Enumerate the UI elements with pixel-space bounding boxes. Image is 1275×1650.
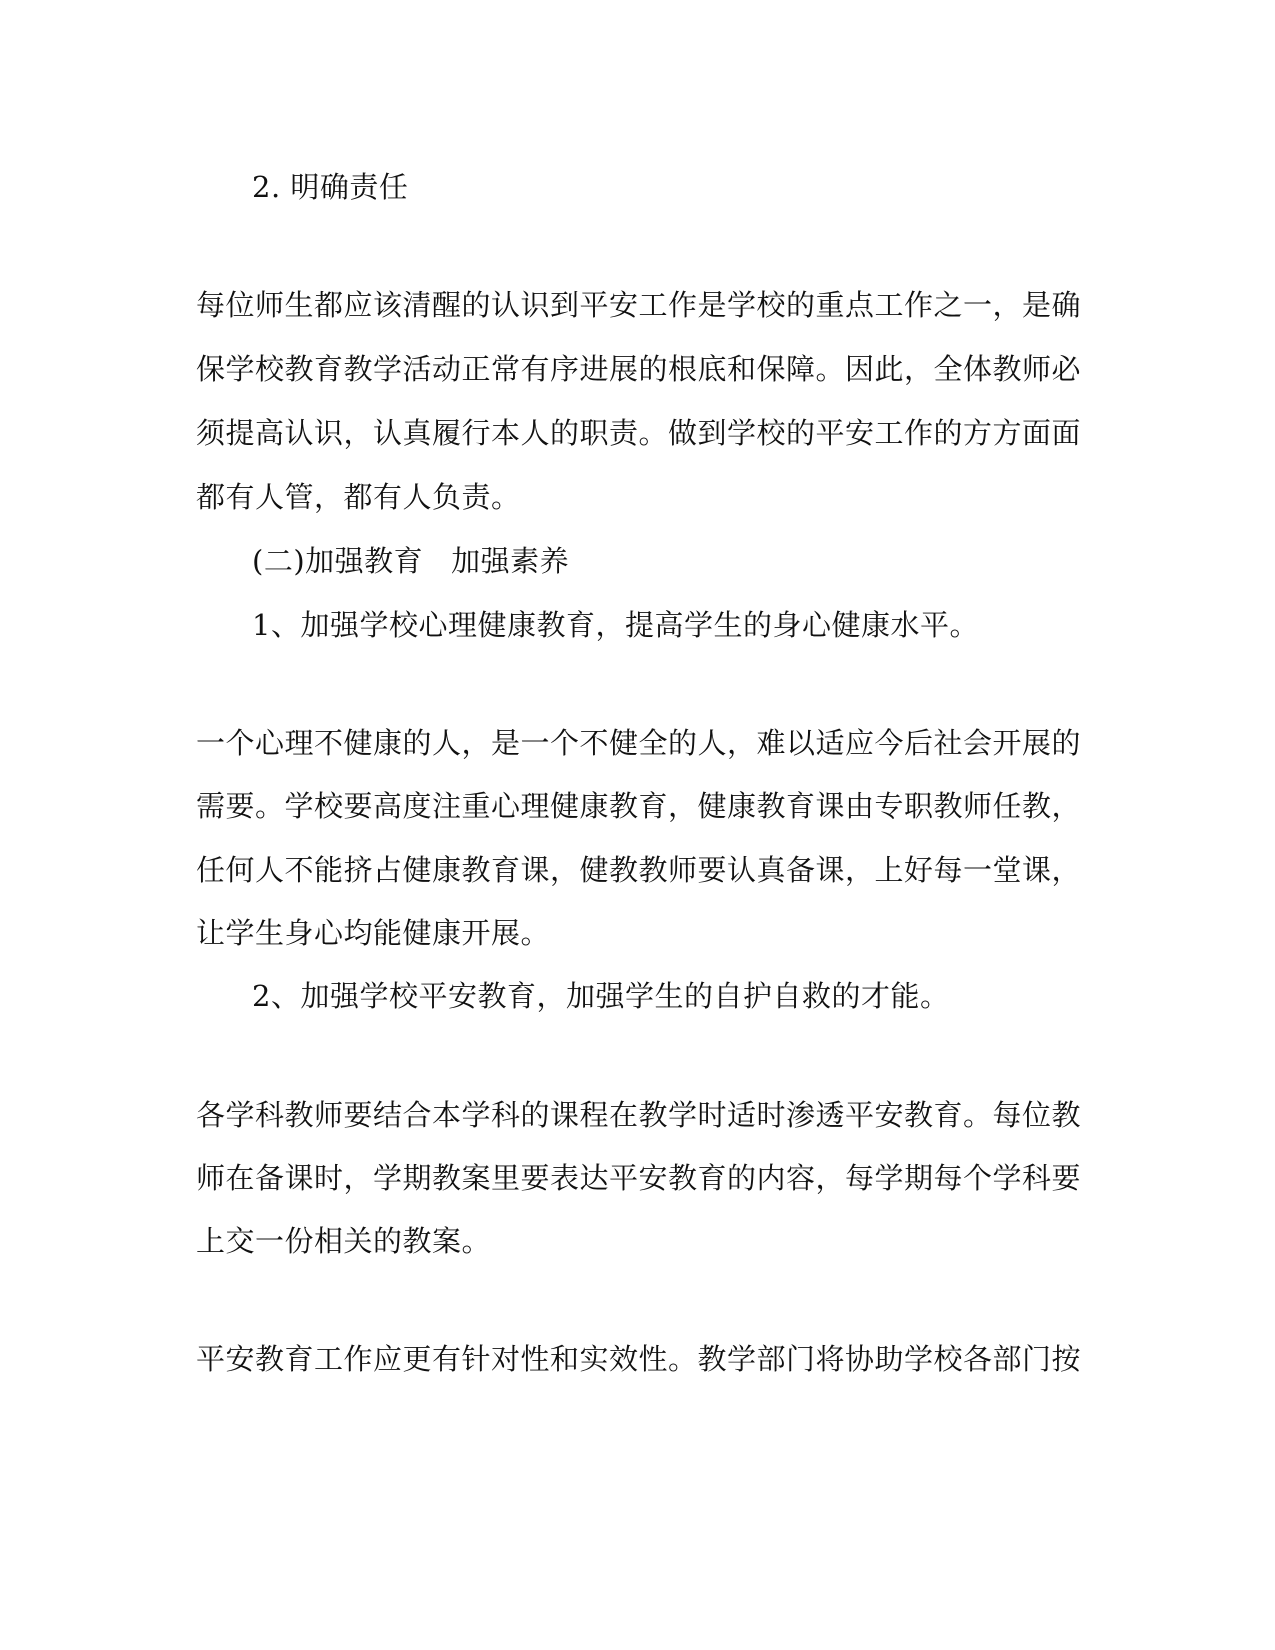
list-item-2: 2、加强学校平安教育，加强学生的自护自救的才能。 [252, 979, 950, 1013]
paragraph-line: 任何人不能挤占健康教育课，健教教师要认真备课，上好每一堂课， [196, 853, 1082, 887]
paragraph-line: 各学科教师要结合本学科的课程在教学时适时渗透平安教育。每位教 [196, 1098, 1082, 1132]
paragraph-line: 保学校教育教学活动正常有序进展的根底和保障。因此，全体教师必 [196, 352, 1082, 386]
list-item-1: 1、加强学校心理健康教育，提高学生的身心健康水平。 [252, 608, 979, 642]
paragraph-line: 都有人管，都有人负责。 [196, 480, 521, 514]
paragraph-line: 须提高认识，认真履行本人的职责。做到学校的平安工作的方方面面 [196, 416, 1082, 450]
subheading-clear-responsibility: 2. 明确责任 [252, 170, 409, 204]
paragraph-line: 让学生身心均能健康开展。 [196, 916, 551, 950]
section-heading-part-2: 加强素养 [451, 544, 570, 578]
paragraph-line: 上交一份相关的教案。 [196, 1224, 492, 1258]
paragraph-line: 师在备课时，学期教案里要表达平安教育的内容，每学期每个学科要 [196, 1161, 1082, 1195]
section-heading-part-1: (二)加强教育 [252, 544, 424, 578]
paragraph-line: 平安教育工作应更有针对性和实效性。教学部门将协助学校各部门按 [196, 1342, 1082, 1376]
paragraph-line: 需要。学校要高度注重心理健康教育，健康教育课由专职教师任教， [196, 789, 1082, 823]
section-heading [252, 542, 1132, 580]
paragraph-line: 每位师生都应该清醒的认识到平安工作是学校的重点工作之一，是确 [196, 288, 1082, 322]
paragraph-line: 一个心理不健康的人，是一个不健全的人，难以适应今后社会开展的 [196, 726, 1082, 760]
